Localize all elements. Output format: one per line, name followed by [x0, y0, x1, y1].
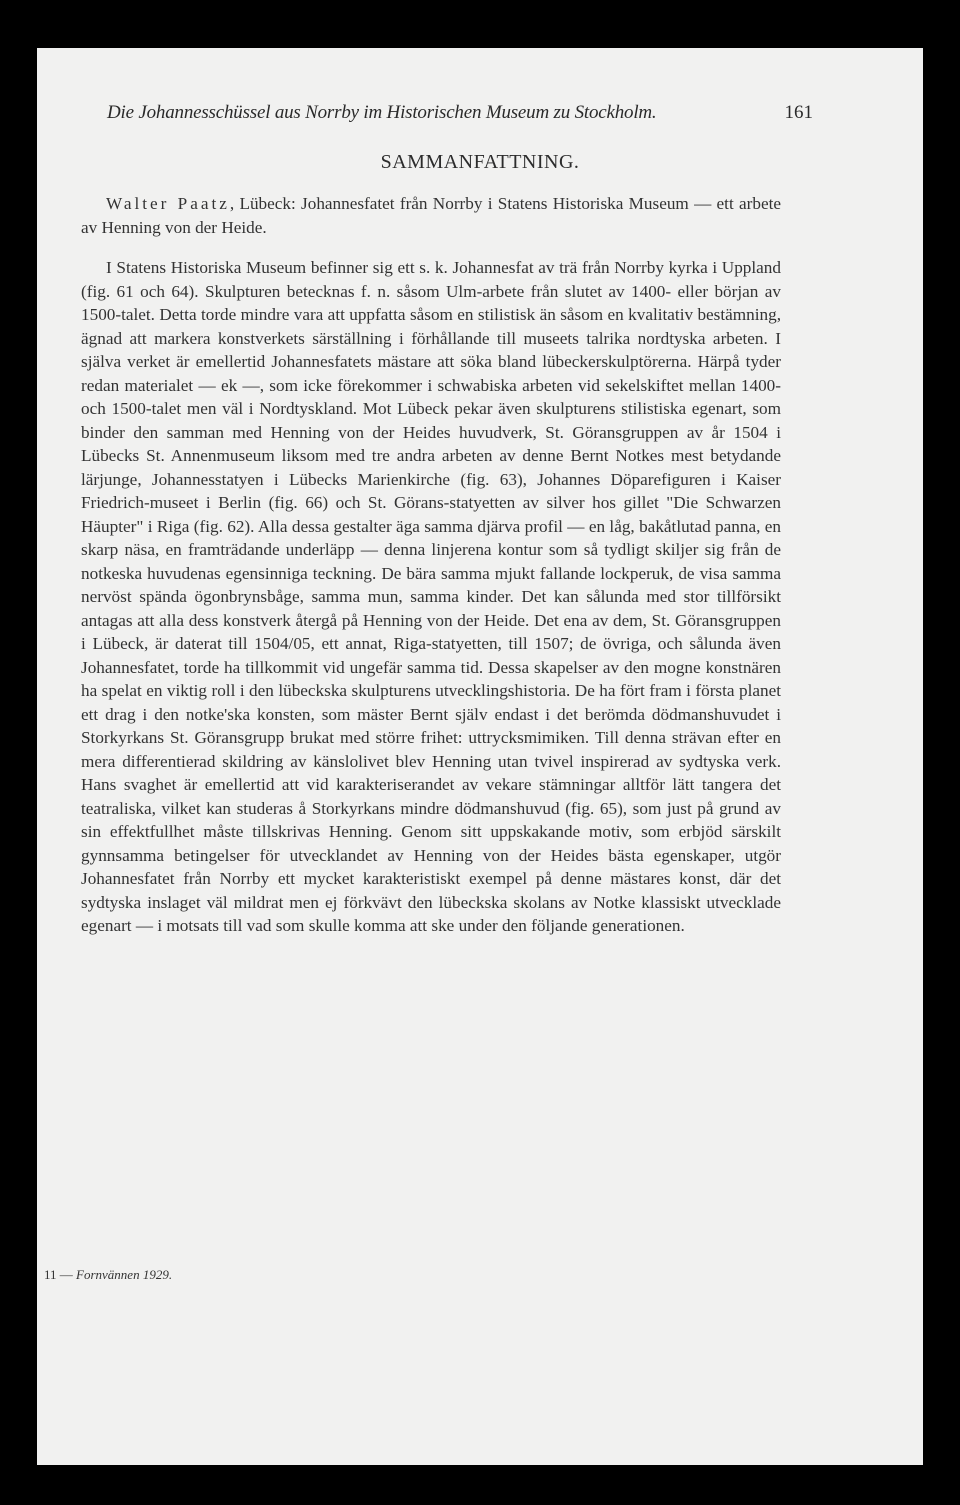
page-footer [44, 1267, 172, 1283]
body-paragraph: I Statens Historiska Museum befinner sig ett s. k. Johannesfat av trä från Norrby kyrka i Uppland (fig. 61 och 64). Skulpturen betecknas f. n. såsom Ulm-arbete från slutet av 1400- eller början av 1500-talet. Detta torde mindre vara att uppfatta såsom en stilistisk än såsom en kvalitativ bestämning, ägnad att markera konstverkets särställning i förhållande till museets talrika nordtyska arbeten. I själva verket är emellertid Johannesfatets mästare att söka bland lübeckerskulptörerna. Härpå tyder redan materialet — ek —, som icke förekommer i schwabiska arbeten vid sekelskiftet mellan 1400- och 1500-talet men väl i Nordtyskland. Mot Lübeck pekar även skulpturens stilistiska egenart, som binder den samman med Henning von der Heides huvudverk, St. Göransgruppen av år 1504 i Lübecks St. Annenmuseum liksom med tre andra arbeten av denne Bernt Notkes mest betydande lärjunge, Johannesstatyen i Lübecks Marienkirche (fig. 63), Johannes Döparefiguren i Kaiser Friedrich-museet i Berlin (fig. 66) och St. Görans-statyetten av silver hos gillet "Die Schwarzen Häupter" i Riga (fig. 62). Alla dessa gestalter äga samma djärva profil — en låg, bakåtlutad panna, en skarp näsa, en framträdande underläpp — denna linjerena kontur som så tydligt skiljer sig från de notkeska huvudenas egensinniga teckning. De bära samma mjukt fallande lockperuk, de visa samma nervöst spända ögonbrynsbåge, samma mun, samma kinder. Det kan sålunda med stor tillförsikt antagas att alla dess konstverk återgå på Henning von der Heide. Det ena av dem, St. Göransgruppen i Lübeck, är daterat till 1504/05, ett annat, Riga-statyetten, till 1507; de övriga, och sålunda även Johannesfatet, torde ha tillkommit vid ungefär samma tid. Dessa skapelser av den mogne konstnären ha spelat en viktig roll i den lübeckska skulpturens utvecklingshistoria. De ha fört fram i första planet ett drag i den notke'ska konsten, som mäster Bernt själv endast i det berömda dödmanshuvudet i Storkyrkans St. Göransgrupp brukat med större frihet: uttrycksmimiken. Till denna strävan efter en mera differentierad skildring av känslolivet blev Henning utan tvivel inspirerad av sydtyska verk. Hans svaghet är emellertid att vid karakteriserandet av vekare stämningar alltför lätt tangera det teatraliska, vilket kan studeras å Storkyrkans mindre dödmanshuvud (fig. 65), som just på grund av sin effektfullhet måste tillskrivas Henning. Genom sitt uppskakande motiv, som erbjöd särskilt gynnsamma betingelser för utvecklandet av Henning von der Heides bästa egenskaper, utgör Johannesfatet från Norrby ett mycket karakteristiskt exempel på denne mästares konst, där det sydtyska inslaget väl mildrat men ej förkvävt den lübeckska skolans av Notke klassiskt utvecklade egenart — i motsats till vad som skulle komma att ske under den följande generationen. [81, 258, 781, 935]
footer-signature: 11 — [44, 1267, 77, 1282]
running-title: Die Johannesschüssel aus Norrby im Historischen Museum zu Stockholm. [107, 102, 657, 123]
footer-journal: Fornvännen 1929. [76, 1267, 173, 1282]
page-number: 161 [784, 102, 813, 123]
section-heading: SAMMANFATTNING. [380, 151, 580, 173]
document-page [37, 48, 923, 1465]
byline-text: , Lübeck: Johannesfatet från Norrby i Statens Historiska Museum — ett arbete av Henning von der Heide. [81, 194, 781, 237]
page-header [107, 102, 813, 130]
byline-paragraph [81, 192, 781, 239]
author-name: Walter Paatz [106, 194, 230, 213]
